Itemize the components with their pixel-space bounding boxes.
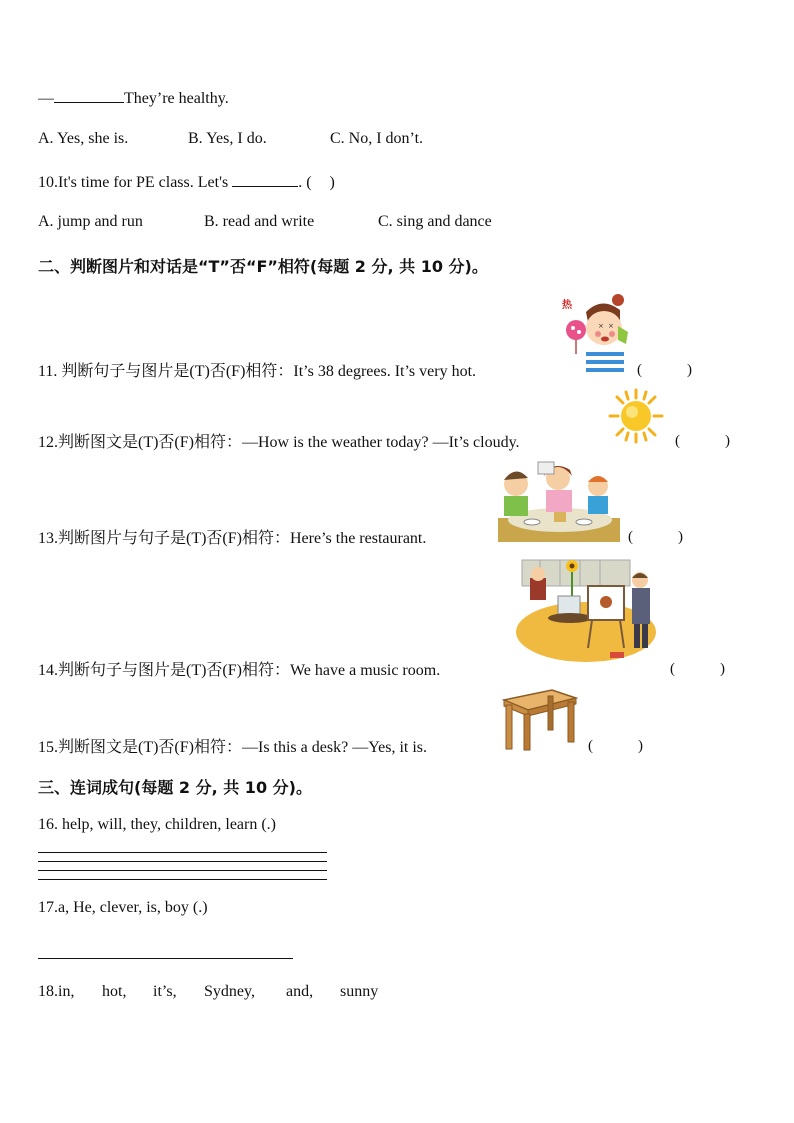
q18-word-1: 18.in, [38, 983, 75, 1000]
q16-answer-rule-2[interactable] [38, 861, 327, 862]
table-icon [500, 686, 578, 752]
art-room-painting-illustration [516, 556, 662, 664]
q18-words [38, 983, 378, 1001]
q10-stem-paren-open: . ( [298, 174, 312, 191]
q10-blank[interactable] [232, 172, 298, 187]
q10-stem [38, 172, 335, 192]
q11-answer-paren[interactable]: ( ) [637, 362, 692, 378]
hot-girl-fan-illustration [560, 292, 632, 376]
q10-options [38, 213, 492, 231]
q16-answer-rule-1[interactable] [38, 852, 327, 853]
q10-option-b[interactable]: B. read and write [204, 213, 315, 230]
restaurant-family-icon [498, 458, 620, 542]
q9-text: They’re healthy. [124, 90, 229, 107]
q13-answer-paren[interactable]: ( ) [628, 529, 683, 545]
q14-text: 14.判断句子与图片是(T)否(F)相符：We have a music room. [38, 662, 441, 679]
q16-answer-rule-4[interactable] [38, 879, 327, 880]
q12-text: 12.判断图文是(T)否(F)相符：—How is the weather today? —It’s cloudy. [38, 434, 520, 451]
q9-dash: — [38, 90, 54, 107]
q18-word-6: sunny [340, 983, 379, 1000]
q15-answer-paren[interactable]: ( ) [588, 738, 643, 754]
table-illustration [500, 686, 578, 752]
q17-text: 17.a, He, clever, is, boy (.) [38, 899, 208, 916]
svg-text:×: × [598, 322, 604, 330]
restaurant-family-illustration [498, 458, 620, 542]
hot-girl-fan-icon [560, 292, 632, 376]
q18-word-3: it’s, [153, 983, 177, 1000]
q11-text: 11. 判断句子与图片是(T)否(F)相符：It’s 38 degrees. It’s very hot. [38, 363, 477, 380]
q16-text: 16. help, will, they, children, learn (.) [38, 816, 276, 833]
q10-option-a[interactable]: A. jump and run [38, 213, 143, 230]
q16-answer-rule-3[interactable] [38, 870, 327, 871]
q10-stem-text: 10.It's time for PE class. Let's [38, 174, 229, 191]
q15-text: 15.判断图文是(T)否(F)相符：—Is this a desk? —Yes, it is. [38, 739, 428, 756]
q18-word-2: hot, [102, 983, 127, 1000]
q18-word-5: and, [286, 983, 314, 1000]
q9-answer-line [38, 88, 229, 108]
sun-illustration [608, 388, 664, 444]
q10-option-c[interactable]: C. sing and dance [378, 213, 492, 230]
q14-answer-paren[interactable]: ( ) [670, 661, 725, 677]
q12-answer-paren[interactable]: ( ) [675, 433, 730, 449]
section-2-heading: 二、判断图片和对话是“T”否“F”相符(每题 2 分, 共 10 分)。 [38, 257, 488, 276]
art-room-painting-icon [516, 556, 662, 664]
section-3-heading: 三、连词成句(每题 2 分, 共 10 分)。 [38, 778, 312, 797]
q18-word-4: Sydney, [204, 983, 255, 1000]
q9-option-b[interactable]: B. Yes, I do. [188, 130, 267, 147]
q9-options [38, 130, 423, 148]
q9-option-c[interactable]: C. No, I don’t. [330, 130, 424, 147]
hot-label: 热 [562, 300, 572, 311]
q10-stem-paren-close: ) [329, 174, 335, 191]
q17-answer-rule[interactable] [38, 958, 293, 959]
svg-text:×: × [608, 322, 614, 330]
q9-option-a[interactable]: A. Yes, she is. [38, 130, 129, 147]
sun-icon [608, 388, 664, 444]
q9-blank[interactable] [54, 88, 124, 103]
q13-text: 13.判断图片与句子是(T)否(F)相符：Here’s the restaurant. [38, 530, 427, 547]
